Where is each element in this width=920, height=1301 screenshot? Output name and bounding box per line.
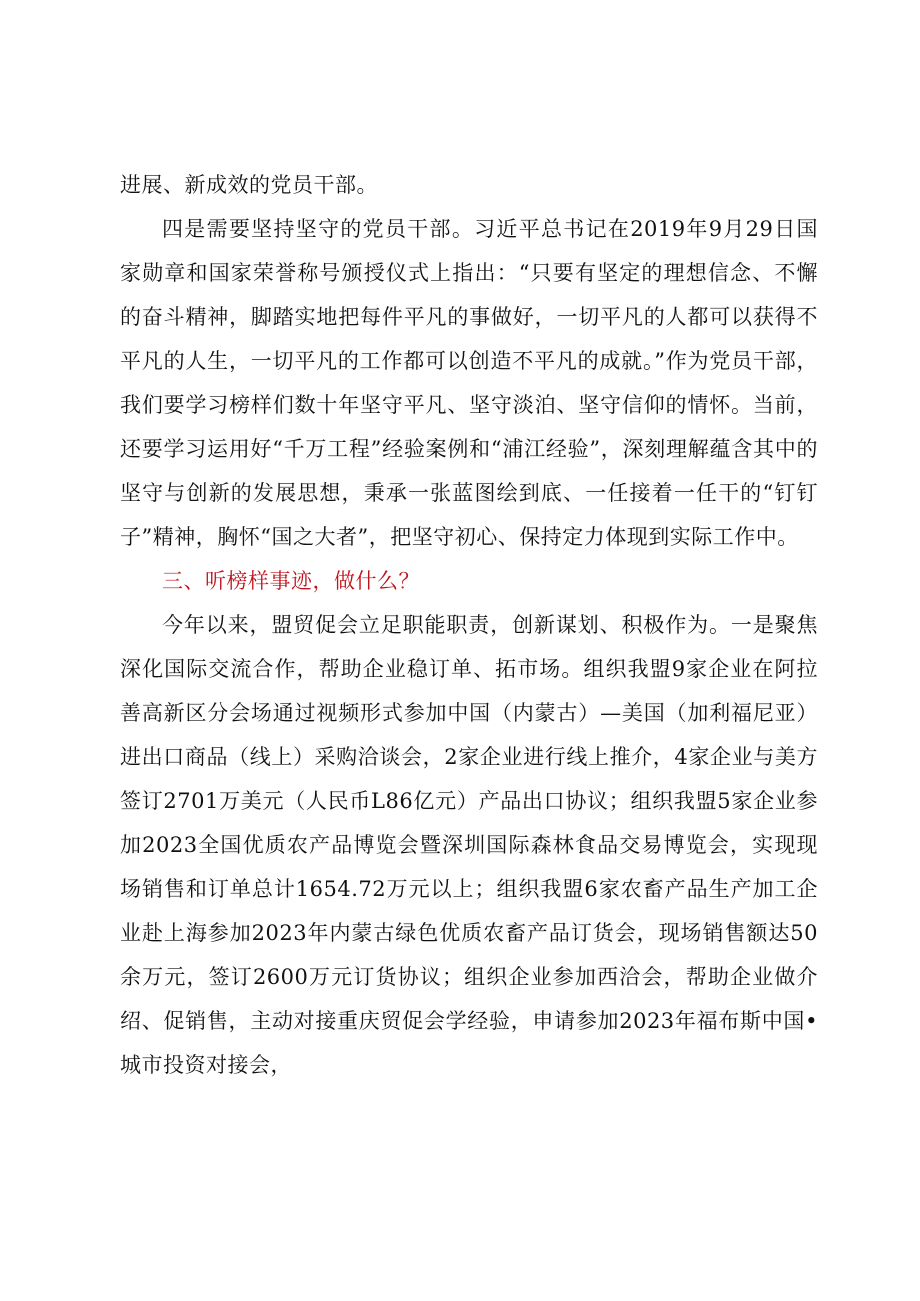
document-body: [120, 163, 818, 1087]
paragraph-continuation: 进展、新成效的党员干部。: [120, 173, 378, 197]
section-heading: 三、听榜样事迹，做什么？: [162, 569, 420, 593]
paragraph-trade-promotion: 今年以来，盟贸促会立足职能职责，创新谋划、积极作为。一是聚焦深化国际交流合作，帮助企业稳订单、拓市场。组织我盟9家企业在阿拉善高新区分会场通过视频形式参加中国（内蒙古）—美国（加利福尼亚）进出口商品（线上）采购洽谈会，2家企业进行线上推介，4家企业与美方签订2701万美元（人民币L86亿元）产品出口协议；组织我盟5家企业参加2023全国优质农产品博览会暨深圳国际森林食品交易博览会，实现现场销售和订单总计1654.72万元以上；组织我盟6家农畜产品生产加工企业赴上海参加2023年内蒙古绿色优质农畜产品订货会，现场销售额达50余万元，签订2600万元订货协议；组织企业参加西洽会，帮助企业做介绍、促销售，主动对接重庆贸促会学经验，申请参加2023年福布斯中国•城市投资对接会，: [120, 613, 818, 1077]
paragraph-steadfast-cadres: 四是需要坚持坚守的党员干部。习近平总书记在2019年9月29日国家勋章和国家荣誉称号颁授仪式上指出：“只要有坚定的理想信念、不懈的奋斗精神，脚踏实地把每件平凡的事做好，一切平凡的人都可以获得不平凡的人生，一切平凡的工作都可以创造不平凡的成就。”作为党员干部，我们要学习榜样们数十年坚守平凡、坚守淡泊、坚守信仰的情怀。当前，还要学习运用好“千万工程”经验案例和“浦江经验”，深刻理解蕴含其中的坚守与创新的发展思想，秉承一张蓝图绘到底、一任接着一任干的“钉钉子”精神，胸怀“国之大者”，把坚守初心、保持定力体现到实际工作中。: [120, 217, 818, 549]
